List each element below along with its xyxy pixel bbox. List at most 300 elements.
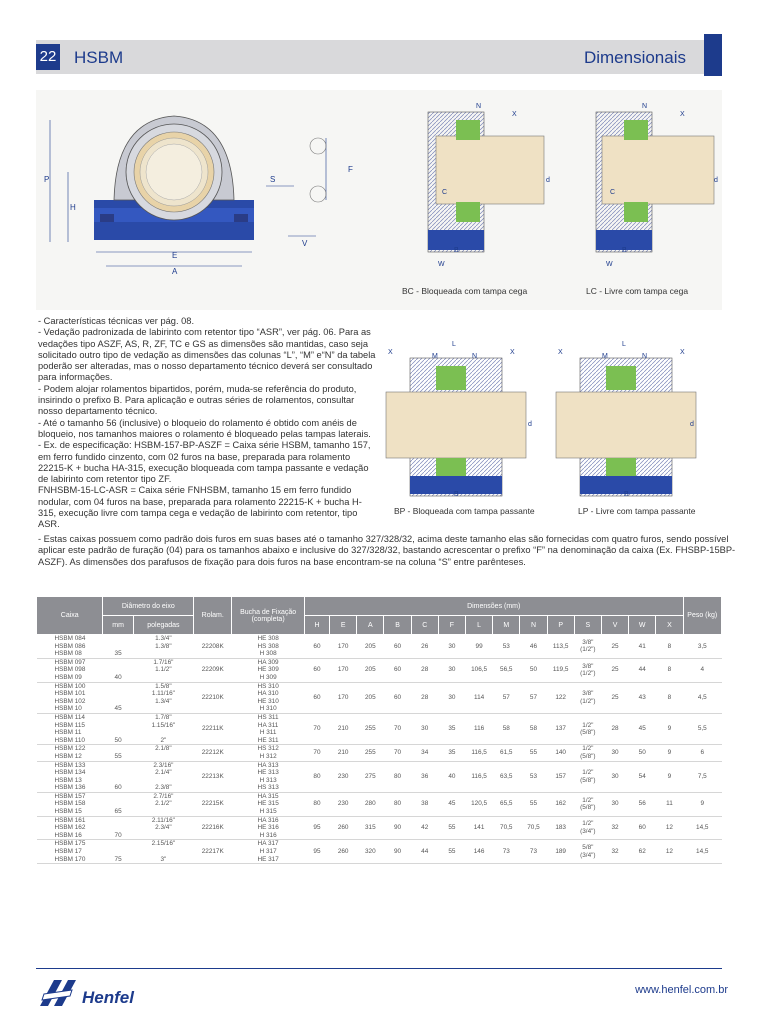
cell-mm	[103, 682, 133, 713]
front-view-drawing	[44, 116, 353, 276]
cell-dim: 95	[304, 840, 329, 864]
cell-line: 1.11/16"	[151, 690, 175, 698]
cell-line: 75	[114, 855, 122, 863]
cell-dim: 60	[629, 816, 656, 840]
cell-dim: 275	[357, 761, 384, 792]
cell-dim: 58	[520, 713, 547, 744]
cell-line	[103, 817, 133, 825]
cell-line: HE 313	[257, 769, 279, 777]
cell-dim: 210	[330, 713, 357, 744]
caption-bc: BC - Bloqueada com tampa cega	[402, 286, 528, 296]
cell-line: 2.3/8"	[155, 784, 172, 792]
cell-dim: 32	[601, 816, 628, 840]
lp-label-m: M	[602, 353, 608, 360]
cell-dim: 210	[330, 745, 357, 761]
cell-caixa	[37, 816, 103, 840]
bc-label-x: X	[512, 111, 517, 118]
cell-line: H 315	[259, 808, 277, 816]
cell-dim: 116,5	[466, 745, 493, 761]
cell-line: HE 316	[257, 824, 279, 832]
table-row	[37, 713, 722, 744]
cell-dim: 80	[384, 792, 411, 816]
cell-line: 60	[114, 784, 122, 792]
cell-dim: 60	[384, 658, 411, 682]
cell-dim: 60	[304, 658, 329, 682]
cell-line: HA 311	[257, 721, 279, 729]
cell-line: 2.15/16"	[151, 840, 176, 848]
cell-dim: 3/8" (1/2")	[574, 658, 601, 682]
th-mm: mm	[103, 616, 133, 635]
bc-label-d: d	[546, 177, 550, 184]
cell-dim: 137	[547, 713, 574, 744]
th-dim: P	[547, 616, 574, 635]
cell-line: H 313	[259, 776, 277, 784]
cell-line	[103, 643, 133, 651]
cell-dim: 28	[411, 658, 438, 682]
cell-caixa	[37, 635, 103, 659]
cell-line: HSBM 13	[54, 776, 82, 784]
cell-polegadas	[133, 745, 193, 761]
cell-dim: 30	[601, 761, 628, 792]
cell-dim: 5/8" (3/4")	[574, 840, 601, 864]
cell-line: HSBM 10	[54, 705, 82, 713]
cell-line	[103, 762, 133, 770]
cell-dim: 36	[411, 761, 438, 792]
th-dim: C	[411, 616, 438, 635]
cell-dim: 116,5	[466, 761, 493, 792]
cell-line: HE 310	[257, 697, 279, 705]
cell-line: HSBM 100	[54, 682, 86, 690]
cell-bucha	[232, 816, 305, 840]
cell-dim: 70,5	[520, 816, 547, 840]
th-dim: H	[304, 616, 329, 635]
cell-dim: 9	[656, 713, 683, 744]
cell-dim: 73	[520, 840, 547, 864]
lc-label-n: N	[642, 103, 648, 110]
cell-dim: 162	[547, 792, 574, 816]
bp-lp-drawings	[384, 336, 710, 506]
cell-dim: 8	[656, 635, 683, 659]
cell-dim: 205	[357, 635, 384, 659]
cell-dim: 1/2" (5/8")	[574, 792, 601, 816]
cell-dim: 60	[304, 682, 329, 713]
cell-line: 1.7/16"	[153, 658, 174, 666]
cell-bucha	[232, 761, 305, 792]
cell-dim: 30	[438, 635, 465, 659]
cell-rolam: 22212K	[194, 745, 232, 761]
cell-line: 1.3/4"	[155, 635, 172, 642]
cell-line: H 317	[259, 848, 277, 856]
cell-mm	[103, 713, 133, 744]
cell-dim: 90	[384, 840, 411, 864]
cell-line: HSBM 122	[54, 745, 86, 753]
note-item: - Até o tamanho 56 (inclusive) o bloqueio do rolamento é obtido com anéis de bloqueio, nos tamanhos maiores o rolamento é bloqueado pelas tampas laterais.	[38, 417, 371, 439]
label-p: P	[44, 175, 50, 184]
cell-line: HSBM 15	[54, 808, 82, 816]
cell-dim: 90	[384, 816, 411, 840]
cell-line: 2.1/8"	[155, 745, 172, 753]
cell-line: H 312	[259, 752, 277, 760]
cell-dim: 170	[330, 658, 357, 682]
cell-rolam: 22211K	[194, 713, 232, 744]
cell-dim: 11	[656, 792, 683, 816]
th-diametro: Diâmetro do eixo	[103, 597, 194, 616]
lp-label-d: d	[690, 421, 694, 428]
cell-dim: 140	[547, 745, 574, 761]
cell-dim: 1/2" (3/4")	[574, 816, 601, 840]
cell-dim: 1/2" (5/8")	[574, 713, 601, 744]
cell-dim: 119,5	[547, 658, 574, 682]
cell-line	[103, 840, 133, 848]
cell-dim: 54	[629, 761, 656, 792]
cell-caixa	[37, 658, 103, 682]
cell-line: HSBM 17	[54, 848, 82, 856]
cell-dim: 65,5	[493, 792, 520, 816]
cell-dim: 80	[304, 792, 329, 816]
cell-dim: 120,5	[466, 792, 493, 816]
cell-line: 2.11/16"	[151, 816, 175, 824]
figure-area	[36, 90, 722, 310]
header-accent	[704, 34, 722, 76]
cell-line	[133, 808, 193, 816]
cell-dim: 41	[629, 635, 656, 659]
cell-line: HSBM 097	[54, 658, 86, 666]
cell-line	[103, 698, 133, 706]
cell-line	[103, 800, 133, 808]
cell-dim: 280	[357, 792, 384, 816]
cell-peso: 14,5	[683, 840, 721, 864]
cell-line: HE 317	[257, 855, 279, 863]
cell-polegadas	[133, 761, 193, 792]
caption-bp: BP - Bloqueada com tampa passante	[394, 506, 535, 516]
cell-line	[103, 714, 133, 722]
lc-drawing	[596, 103, 718, 268]
note-item: - Vedação padronizada de labirinto com retentor tipo “ASR”, ver pág. 06. Para as vedações tipo ASZF, AS, R, ZF, TC e GS as dimensões são mantidas, caso seja solicitado outro tipo de vedação as dimensões das colunas “L”, “M” e“N” da tabela poderão ser alteradas, mas o nosso departamento técnico deverá ser consultado para informações.	[38, 327, 376, 383]
cell-line: HSBM 134	[54, 769, 86, 777]
cell-dim: 114	[466, 682, 493, 713]
lp-label-n: N	[642, 353, 648, 360]
cell-dim: 141	[466, 816, 493, 840]
cell-bucha	[232, 682, 305, 713]
cell-line: HSBM 175	[54, 840, 86, 848]
cell-peso: 14,5	[683, 816, 721, 840]
cell-dim: 57	[520, 682, 547, 713]
bp-drawing	[386, 341, 532, 498]
cell-dim: 60	[384, 682, 411, 713]
cell-dim: 205	[357, 682, 384, 713]
note-item: - Características técnicas ver pág. 08.	[38, 316, 195, 326]
cell-polegadas	[133, 816, 193, 840]
lp-drawing	[556, 341, 696, 498]
cell-dim: 44	[629, 658, 656, 682]
brand-name: Henfel	[82, 988, 134, 1007]
cell-rolam: 22216K	[194, 816, 232, 840]
cell-line	[103, 690, 133, 698]
cell-line	[133, 777, 193, 785]
page-number: 22	[36, 44, 60, 70]
cell-line: HA 315	[257, 792, 279, 800]
cell-mm	[103, 840, 133, 864]
cell-line: HSBM 110	[54, 736, 85, 744]
cell-line: 1.7/8"	[155, 713, 172, 721]
bc-label-c: C	[442, 189, 448, 196]
cell-dim: 35	[438, 713, 465, 744]
cell-dim: 260	[330, 840, 357, 864]
cell-dim: 62	[629, 840, 656, 864]
footer-divider	[36, 968, 722, 969]
cell-peso: 5,5	[683, 713, 721, 744]
th-dim: N	[520, 616, 547, 635]
cell-line: HSBM 12	[54, 752, 82, 760]
cell-dim: 113,5	[547, 635, 574, 659]
cell-dim: 8	[656, 658, 683, 682]
cell-dim: 30	[601, 745, 628, 761]
cell-dim: 3/8" (1/2")	[574, 635, 601, 659]
cell-line: 1.3/4"	[155, 697, 172, 705]
cell-line: HSBM 158	[54, 800, 86, 808]
cell-dim: 260	[330, 816, 357, 840]
technical-drawings	[36, 90, 722, 310]
cell-dim: 70	[384, 745, 411, 761]
cell-caixa	[37, 840, 103, 864]
cell-line: 3"	[160, 855, 167, 863]
cell-dim: 60	[384, 635, 411, 659]
cell-line	[133, 650, 193, 658]
cell-caixa	[37, 792, 103, 816]
cell-line	[103, 635, 133, 643]
cell-dim: 35	[438, 745, 465, 761]
cell-rolam: 22208K	[194, 635, 232, 659]
cell-dim: 12	[656, 816, 683, 840]
cell-line: HS 310	[257, 682, 279, 690]
cell-dim: 63,5	[493, 761, 520, 792]
cell-caixa	[37, 761, 103, 792]
cell-line: 1.5/8"	[155, 682, 172, 690]
cell-dim: 157	[547, 761, 574, 792]
table-row	[37, 745, 722, 761]
cell-dim: 1/2" (5/8")	[574, 745, 601, 761]
cell-dim: 26	[411, 635, 438, 659]
cell-line	[133, 674, 193, 682]
cell-line	[133, 729, 193, 737]
th-rolam: Rolam.	[194, 597, 232, 635]
notes-list	[38, 316, 376, 531]
cell-line: HA 316	[257, 816, 279, 824]
cell-dim: 55	[520, 792, 547, 816]
cell-dim: 43	[629, 682, 656, 713]
cell-line: 2.1/2"	[155, 800, 172, 808]
cell-dim: 57	[493, 682, 520, 713]
cell-line: H 308	[259, 650, 277, 658]
cell-dim: 73	[493, 840, 520, 864]
cell-line: H 309	[259, 673, 277, 681]
lc-label-w: W	[606, 261, 613, 268]
cell-line: HSBM 101	[54, 690, 86, 698]
cell-line	[133, 848, 193, 856]
cell-line: 2.7/16"	[153, 792, 174, 800]
cell-line: HSBM 09	[54, 673, 82, 681]
cell-bucha	[232, 713, 305, 744]
cell-line: HSBM 084	[54, 635, 86, 642]
cell-dim: 56	[629, 792, 656, 816]
cell-line	[103, 793, 133, 801]
table-row	[37, 761, 722, 792]
cell-line	[133, 705, 193, 713]
cell-dim: 30	[438, 682, 465, 713]
cell-dim: 45	[629, 713, 656, 744]
cell-peso: 3,5	[683, 635, 721, 659]
th-dim: V	[601, 616, 628, 635]
cell-dim: 1/2" (5/8")	[574, 761, 601, 792]
cell-mm	[103, 816, 133, 840]
cell-dim: 80	[304, 761, 329, 792]
cell-line: HSBM 16	[54, 831, 82, 839]
lp-label-b: B	[624, 491, 629, 498]
cell-dim: 34	[411, 745, 438, 761]
cell-dim: 255	[357, 713, 384, 744]
cell-dim: 80	[384, 761, 411, 792]
cell-bucha	[232, 745, 305, 761]
cell-dim: 70	[384, 713, 411, 744]
cell-dim: 205	[357, 658, 384, 682]
cell-dim: 116	[466, 713, 493, 744]
cell-line: 45	[114, 705, 122, 713]
cell-dim: 60	[304, 635, 329, 659]
th-dim: F	[438, 616, 465, 635]
cell-dim: 230	[330, 761, 357, 792]
label-e: E	[172, 251, 178, 260]
th-dimensoes: Dimensões (mm)	[304, 597, 683, 616]
bc-label-n: N	[476, 103, 482, 110]
cell-line: H 311	[259, 729, 277, 737]
cell-line: HSBM 162	[54, 824, 86, 832]
cell-line: HSBM 136	[54, 784, 86, 792]
cell-dim: 55	[520, 745, 547, 761]
page-title: HSBM	[74, 48, 124, 67]
cell-line: 1.1/2"	[155, 666, 172, 674]
cell-line: 35	[114, 650, 122, 658]
cell-dim: 99	[466, 635, 493, 659]
cell-dim: 3/8" (1/2")	[574, 682, 601, 713]
cell-dim: 28	[601, 713, 628, 744]
cell-line: HA 313	[257, 761, 279, 769]
cell-dim: 320	[357, 840, 384, 864]
website-link[interactable]: www.henfel.com.br	[635, 984, 728, 996]
bp-label-x2: X	[510, 349, 515, 356]
cell-polegadas	[133, 658, 193, 682]
cell-line: HE 308	[257, 635, 279, 642]
th-dim: B	[384, 616, 411, 635]
cell-line: HE 311	[257, 736, 279, 744]
cell-line: HSBM 170	[54, 855, 86, 863]
cell-dim: 56,5	[493, 658, 520, 682]
bp-label-x1: X	[388, 349, 393, 356]
cell-line: H 316	[259, 831, 277, 839]
cell-line: 2.1/4"	[155, 769, 172, 777]
cell-line: HSBM 114	[54, 713, 85, 721]
cell-dim: 28	[411, 682, 438, 713]
cell-dim: 53	[493, 635, 520, 659]
cell-line	[103, 659, 133, 667]
cell-rolam: 22209K	[194, 658, 232, 682]
cell-polegadas	[133, 713, 193, 744]
lp-label-l: L	[622, 341, 626, 348]
cell-mm	[103, 658, 133, 682]
bp-label-b: B	[454, 491, 459, 498]
cell-caixa	[37, 682, 103, 713]
cell-line: 65	[114, 808, 122, 816]
label-h: H	[70, 203, 76, 212]
th-polegadas: polegadas	[133, 616, 193, 635]
th-caixa: Caixa	[37, 597, 103, 635]
label-s: S	[270, 175, 276, 184]
cell-peso: 7,5	[683, 761, 721, 792]
cell-line	[103, 777, 133, 785]
cell-dim: 25	[601, 682, 628, 713]
cell-line: H 310	[259, 705, 277, 713]
cell-line: HA 317	[257, 840, 279, 848]
cell-dim: 25	[601, 635, 628, 659]
cell-line	[133, 832, 193, 840]
cell-dim: 44	[411, 840, 438, 864]
bp-label-n: N	[472, 353, 478, 360]
cell-dim: 122	[547, 682, 574, 713]
th-dim: A	[357, 616, 384, 635]
note-item: FNHSBM-15-LC-ASR = Caixa série FNHSBM, tamanho 15 em ferro fundido nodular, com 04 furos na base, preparada para rolamento 22215-K + bucha H-315, execução livre com tampa cega e vedação de labirinto com retentor, tipo ASR.	[38, 485, 362, 530]
cell-dim: 46	[520, 635, 547, 659]
cell-line	[133, 753, 193, 761]
cell-mm	[103, 792, 133, 816]
cell-peso: 9	[683, 792, 721, 816]
cell-dim: 95	[304, 816, 329, 840]
cell-dim: 189	[547, 840, 574, 864]
cell-line	[103, 722, 133, 730]
note-item: - Ex. de especificação: HSBM-157-BP-ASZF = Caixa série HSBM, tamanho 157, em ferro fundido cinzento, com 02 furos na base, preparada para rolamento 22215-K + bucha HA-315, execução bloqueada com tampa passante e vedação de labirinto com retentor tipo ZF.	[38, 440, 371, 485]
bp-label-l: L	[452, 341, 456, 348]
label-v: V	[302, 239, 308, 248]
bp-label-d: d	[528, 421, 532, 428]
bc-drawing	[428, 103, 550, 268]
cell-peso: 4,5	[683, 682, 721, 713]
cell-line	[103, 824, 133, 832]
cell-mm	[103, 761, 133, 792]
note-item: - Podem alojar rolamentos bipartidos, porém, muda-se referência do produto, insirindo o prefixo B. Para aplicação e outras séries de rolamentos, consultar nosso departamento técnico.	[38, 383, 357, 417]
cell-rolam: 22210K	[194, 682, 232, 713]
th-dim: E	[330, 616, 357, 635]
cell-line: 1.3/8"	[155, 642, 172, 650]
cell-dim: 30	[438, 658, 465, 682]
cell-dim: 55	[438, 816, 465, 840]
henfel-logo-icon	[36, 976, 80, 1012]
cell-line: HE 315	[257, 800, 279, 808]
cell-line	[103, 745, 133, 753]
dimensions-table	[36, 596, 722, 864]
caption-lc: LC - Livre com tampa cega	[586, 286, 689, 296]
cell-bucha	[232, 658, 305, 682]
cell-dim: 12	[656, 840, 683, 864]
cell-line	[103, 769, 133, 777]
note-holes: - Estas caixas possuem como padrão dois furos em suas bases até o tamanho 327/328/32, acima deste tamanho elas são fornecidas com quatro furos, sendo possível aplicar este padrão de furação (04) para os tamanhos abaixo e inclusive do 327/328/32, bastando acrescentar o prefixo “F” na denominação da caixa (Ex. FHSBP-15BP-ASZF). As dimensões dos parafusos de fixação para dois furos na base encontram-se na coluna “S” entre parênteses.	[38, 534, 736, 567]
table-row	[37, 816, 722, 840]
cell-dim: 40	[438, 761, 465, 792]
cell-line: HSBM 133	[54, 761, 86, 769]
cell-dim: 50	[629, 745, 656, 761]
table-row	[37, 792, 722, 816]
label-a: A	[172, 267, 178, 276]
lp-label-x1: X	[558, 349, 563, 356]
lc-label-x: X	[680, 111, 685, 118]
bc-label-b: B	[454, 247, 459, 254]
